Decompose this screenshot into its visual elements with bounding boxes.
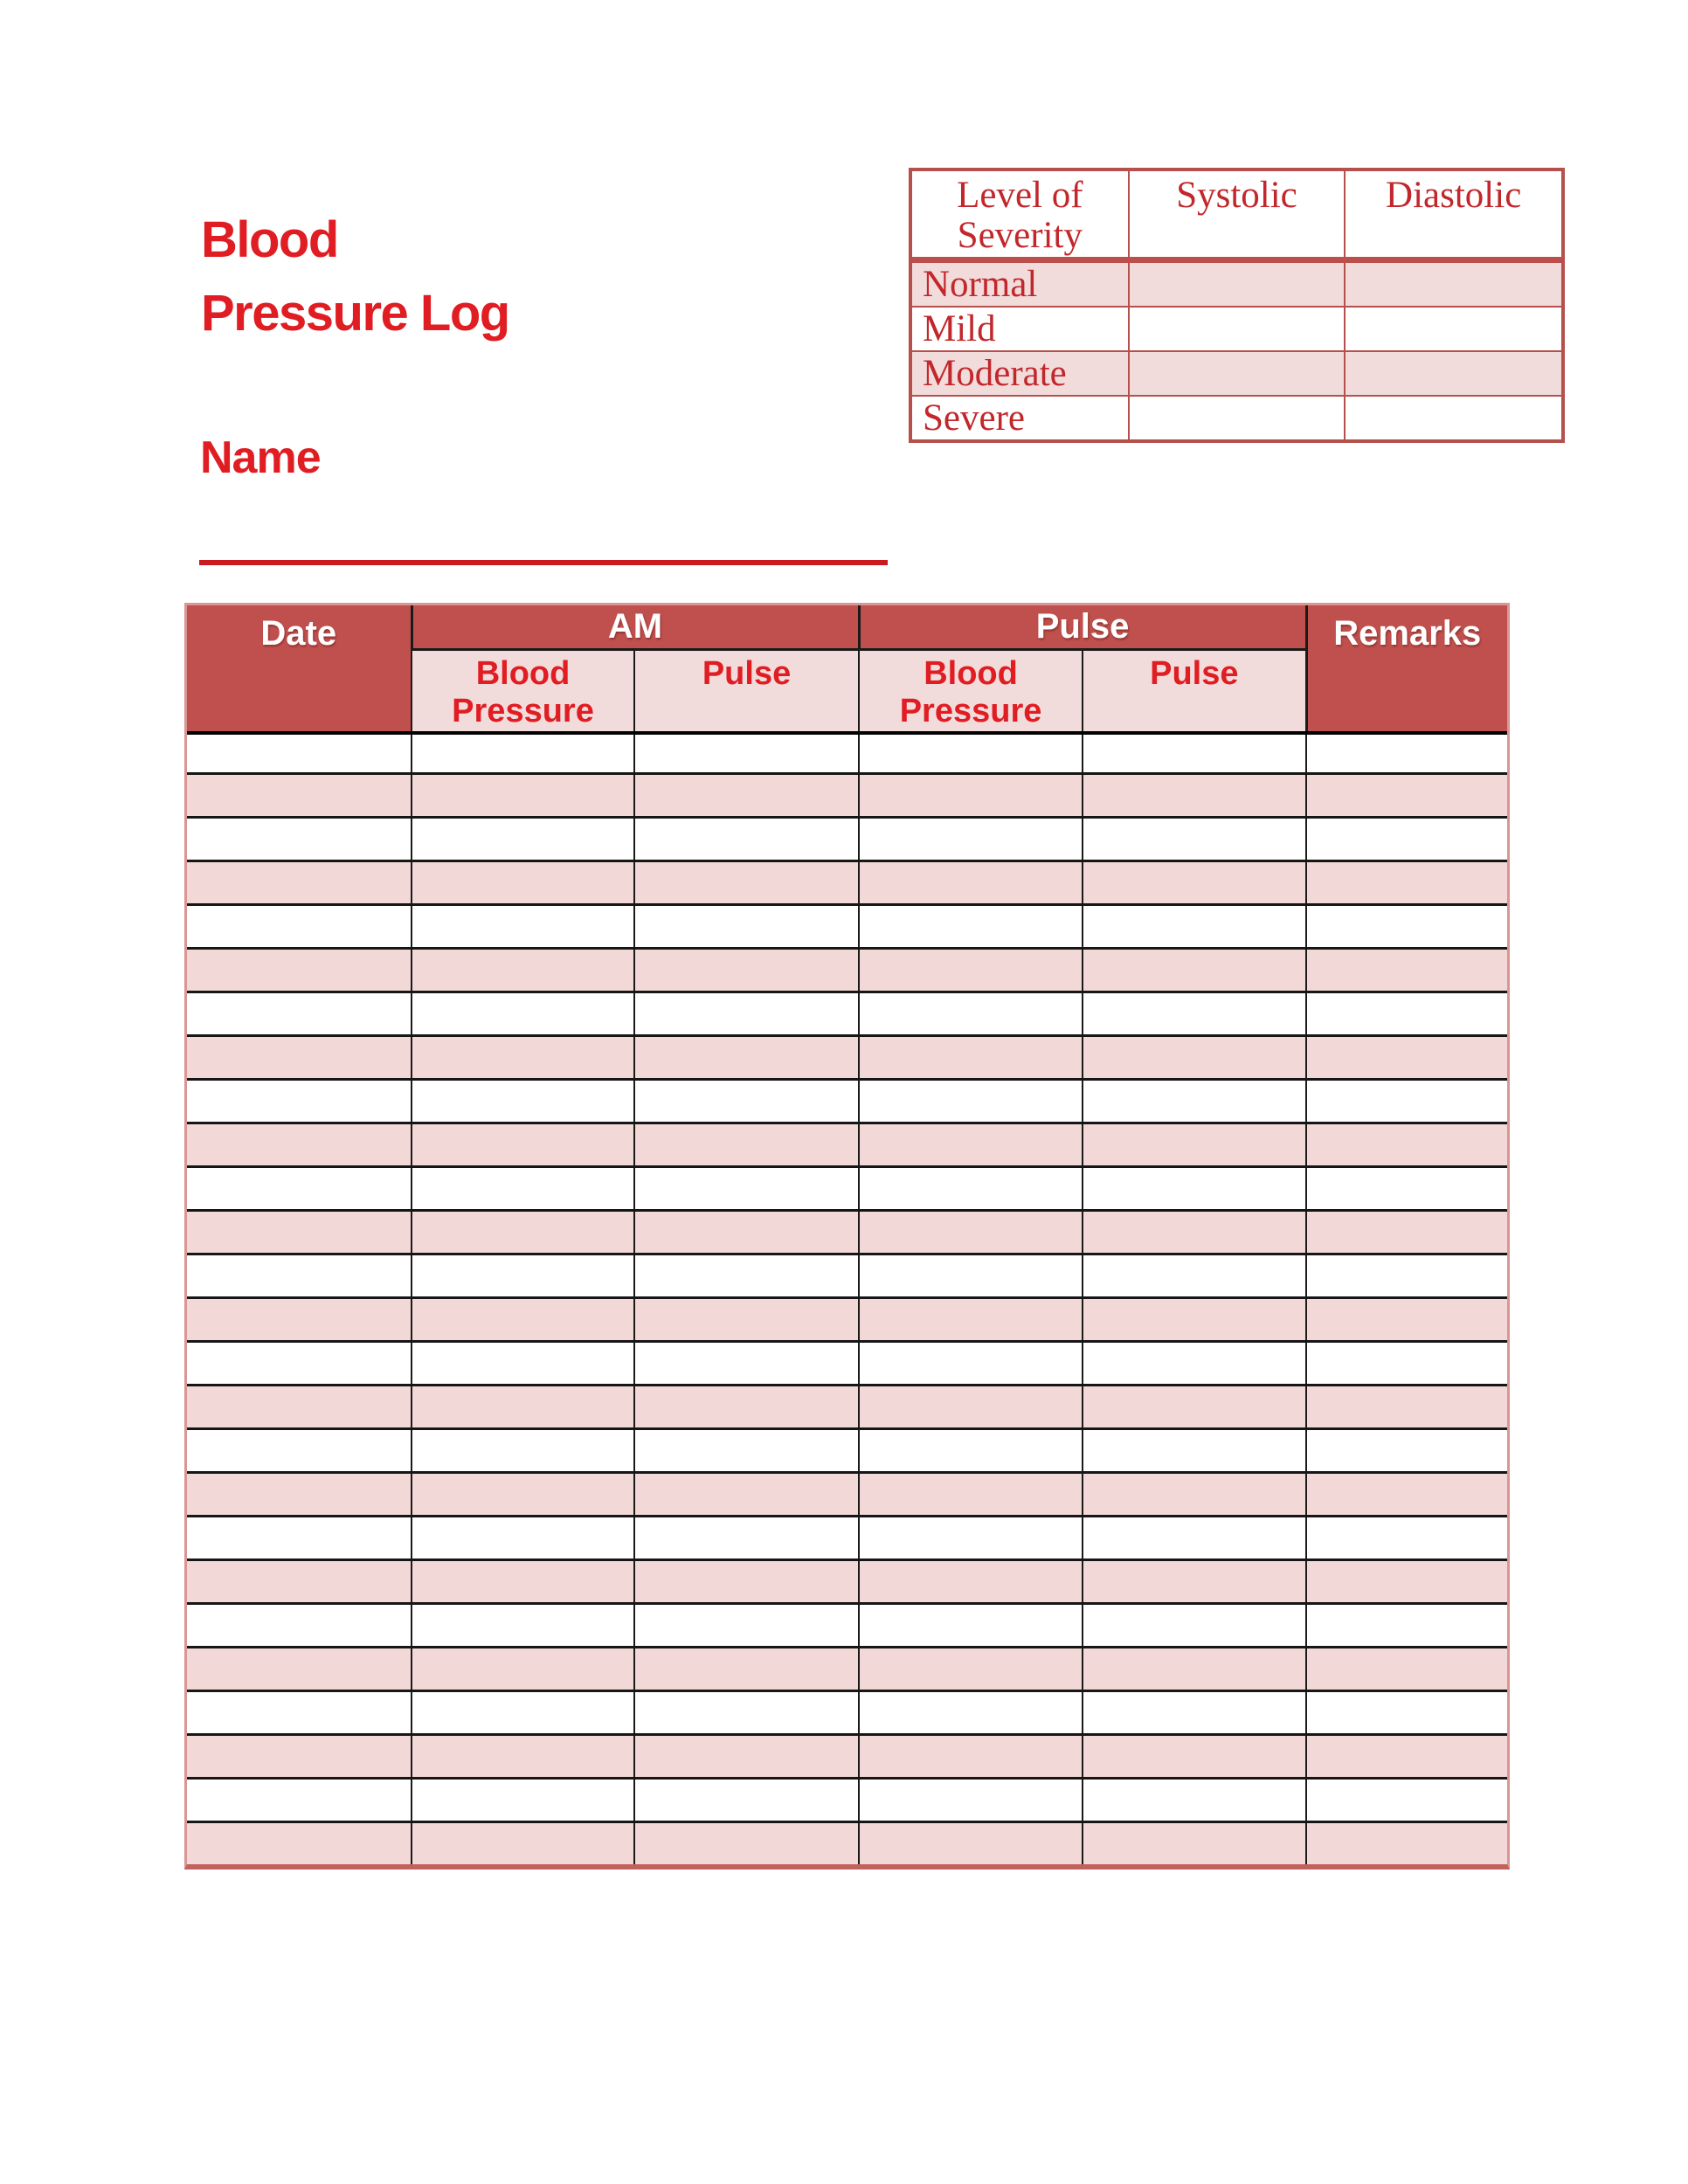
log-am-pulse-cell[interactable] <box>634 1298 859 1342</box>
log-am-bp-cell[interactable] <box>412 1080 634 1123</box>
log-pm-pulse-cell[interactable] <box>1083 774 1306 818</box>
log-pm-bp-cell[interactable] <box>859 774 1083 818</box>
page-title <box>201 204 509 350</box>
log-date-cell[interactable] <box>187 905 412 949</box>
log-pm-bp-cell[interactable] <box>859 1822 1083 1865</box>
log-row <box>187 1123 1507 1167</box>
log-row <box>187 861 1507 905</box>
log-remarks-cell[interactable] <box>1306 1123 1507 1167</box>
log-remarks-cell[interactable] <box>1306 1691 1507 1735</box>
severity-row <box>912 351 1561 396</box>
log-date-cell[interactable] <box>187 1123 412 1167</box>
severity-diastolic-cell[interactable] <box>1345 351 1561 396</box>
log-remarks-cell[interactable] <box>1306 861 1507 905</box>
log-pm-pulse-cell[interactable] <box>1083 1254 1306 1298</box>
severity-header-row <box>912 171 1561 260</box>
log-pm-bp-cell[interactable] <box>859 1648 1083 1691</box>
severity-systolic-cell[interactable] <box>1129 396 1346 439</box>
log-remarks-cell[interactable] <box>1306 1473 1507 1517</box>
log-pm-pulse-cell[interactable] <box>1083 1386 1306 1429</box>
log-pm-bp-cell[interactable] <box>859 1429 1083 1473</box>
log-am-pulse-cell[interactable] <box>634 1211 859 1254</box>
log-am-pulse-cell[interactable] <box>634 818 859 861</box>
log-remarks-cell[interactable] <box>1306 1604 1507 1648</box>
log-pm-bp-cell[interactable] <box>859 1254 1083 1298</box>
log-remarks-cell[interactable] <box>1306 1254 1507 1298</box>
log-subheader-am-pulse: Pulse <box>634 650 859 734</box>
log-am-bp-cell[interactable] <box>412 1036 634 1080</box>
log-row <box>187 905 1507 949</box>
log-row <box>187 1735 1507 1779</box>
log-am-pulse-cell[interactable] <box>634 1342 859 1386</box>
log-pm-pulse-cell[interactable] <box>1083 1123 1306 1167</box>
log-am-pulse-cell[interactable] <box>634 1822 859 1865</box>
log-row <box>187 1560 1507 1604</box>
log-am-bp-cell[interactable] <box>412 1560 634 1604</box>
log-pm-pulse-cell[interactable] <box>1083 1080 1306 1123</box>
log-subheader-am-bp: Blood Pressure <box>412 650 634 734</box>
log-am-pulse-cell[interactable] <box>634 1735 859 1779</box>
log-remarks-cell[interactable] <box>1306 1517 1507 1560</box>
log-am-pulse-cell[interactable] <box>634 1254 859 1298</box>
log-date-cell[interactable] <box>187 1604 412 1648</box>
log-row <box>187 1167 1507 1211</box>
log-remarks-cell[interactable] <box>1306 1167 1507 1211</box>
log-row <box>187 1342 1507 1386</box>
log-pm-pulse-cell[interactable] <box>1083 1036 1306 1080</box>
log-am-pulse-cell[interactable] <box>634 1473 859 1517</box>
log-header-date: Date <box>187 605 412 733</box>
log-pm-pulse-cell[interactable] <box>1083 861 1306 905</box>
log-date-cell[interactable] <box>187 1254 412 1298</box>
log-pm-pulse-cell[interactable] <box>1083 992 1306 1036</box>
log-pm-pulse-cell[interactable] <box>1083 949 1306 992</box>
log-am-bp-cell[interactable] <box>412 1779 634 1822</box>
log-am-pulse-cell[interactable] <box>634 1779 859 1822</box>
log-remarks-cell[interactable] <box>1306 1735 1507 1779</box>
log-row <box>187 949 1507 992</box>
severity-systolic-cell[interactable] <box>1129 351 1346 396</box>
log-row <box>187 774 1507 818</box>
log-pm-pulse-cell[interactable] <box>1083 1167 1306 1211</box>
log-am-pulse-cell[interactable] <box>634 1386 859 1429</box>
severity-header-diastolic: Diastolic <box>1345 171 1561 260</box>
log-remarks-cell[interactable] <box>1306 733 1507 774</box>
severity-level-label: Severe <box>912 396 1129 439</box>
severity-row <box>912 396 1561 439</box>
log-pm-pulse-cell[interactable] <box>1083 1342 1306 1386</box>
log-row <box>187 1822 1507 1865</box>
log-date-cell[interactable] <box>187 1298 412 1342</box>
log-am-pulse-cell[interactable] <box>634 1560 859 1604</box>
log-date-cell[interactable] <box>187 992 412 1036</box>
log-pm-pulse-cell[interactable] <box>1083 1429 1306 1473</box>
log-pm-bp-cell[interactable] <box>859 818 1083 861</box>
log-pm-pulse-cell[interactable] <box>1083 1298 1306 1342</box>
log-date-cell[interactable] <box>187 774 412 818</box>
log-pm-pulse-cell[interactable] <box>1083 1211 1306 1254</box>
log-pm-bp-cell[interactable] <box>859 1691 1083 1735</box>
log-subheader-pm-bp: Blood Pressure <box>859 650 1083 734</box>
log-pm-bp-cell[interactable] <box>859 733 1083 774</box>
log-remarks-cell[interactable] <box>1306 1298 1507 1342</box>
log-row <box>187 1080 1507 1123</box>
log-pm-bp-cell[interactable] <box>859 1517 1083 1560</box>
log-remarks-cell[interactable] <box>1306 1648 1507 1691</box>
log-pm-pulse-cell[interactable] <box>1083 1735 1306 1779</box>
log-row <box>187 733 1507 774</box>
log-remarks-cell[interactable] <box>1306 992 1507 1036</box>
log-remarks-cell[interactable] <box>1306 1779 1507 1822</box>
log-date-cell[interactable] <box>187 949 412 992</box>
log-am-bp-cell[interactable] <box>412 1473 634 1517</box>
log-remarks-cell[interactable] <box>1306 1822 1507 1865</box>
log-am-bp-cell[interactable] <box>412 949 634 992</box>
log-date-cell[interactable] <box>187 1167 412 1211</box>
log-am-bp-cell[interactable] <box>412 1254 634 1298</box>
log-pm-bp-cell[interactable] <box>859 1211 1083 1254</box>
log-am-bp-cell[interactable] <box>412 818 634 861</box>
log-am-bp-cell[interactable] <box>412 733 634 774</box>
severity-diastolic-cell[interactable] <box>1345 260 1561 308</box>
log-subheader-pm-pulse: Pulse <box>1083 650 1306 734</box>
log-date-cell[interactable] <box>187 1386 412 1429</box>
log-remarks-cell[interactable] <box>1306 1560 1507 1604</box>
log-am-bp-cell[interactable] <box>412 1386 634 1429</box>
log-am-pulse-cell[interactable] <box>634 1080 859 1123</box>
log-row <box>187 1779 1507 1822</box>
severity-diastolic-cell[interactable] <box>1345 396 1561 439</box>
log-am-bp-cell[interactable] <box>412 1123 634 1167</box>
log-date-cell[interactable] <box>187 733 412 774</box>
log-row <box>187 1691 1507 1735</box>
log-remarks-cell[interactable] <box>1306 818 1507 861</box>
log-remarks-cell[interactable] <box>1306 1342 1507 1386</box>
log-am-pulse-cell[interactable] <box>634 1691 859 1735</box>
log-row <box>187 1648 1507 1691</box>
log-pm-bp-cell[interactable] <box>859 861 1083 905</box>
log-row <box>187 1254 1507 1298</box>
log-am-bp-cell[interactable] <box>412 774 634 818</box>
log-remarks-cell[interactable] <box>1306 1080 1507 1123</box>
log-pm-bp-cell[interactable] <box>859 1386 1083 1429</box>
log-pm-pulse-cell[interactable] <box>1083 818 1306 861</box>
log-remarks-cell[interactable] <box>1306 774 1507 818</box>
log-row <box>187 818 1507 861</box>
severity-row <box>912 307 1561 351</box>
log-pm-pulse-cell[interactable] <box>1083 1604 1306 1648</box>
name-label: Name <box>200 432 321 483</box>
log-am-pulse-cell[interactable] <box>634 905 859 949</box>
log-am-bp-cell[interactable] <box>412 1691 634 1735</box>
log-am-bp-cell[interactable] <box>412 1604 634 1648</box>
log-am-bp-cell[interactable] <box>412 1167 634 1211</box>
log-am-bp-cell[interactable] <box>412 905 634 949</box>
log-pm-bp-cell[interactable] <box>859 1298 1083 1342</box>
log-pm-bp-cell[interactable] <box>859 992 1083 1036</box>
name-fill-line[interactable] <box>199 560 888 565</box>
log-pm-pulse-cell[interactable] <box>1083 1691 1306 1735</box>
log-header-remarks: Remarks <box>1306 605 1507 733</box>
severity-systolic-cell[interactable] <box>1129 307 1346 351</box>
log-pm-pulse-cell[interactable] <box>1083 1779 1306 1822</box>
log-am-bp-cell[interactable] <box>412 1298 634 1342</box>
log-row <box>187 1298 1507 1342</box>
log-date-cell[interactable] <box>187 1473 412 1517</box>
log-row <box>187 1517 1507 1560</box>
log-remarks-cell[interactable] <box>1306 1036 1507 1080</box>
log-am-bp-cell[interactable] <box>412 1429 634 1473</box>
log-date-cell[interactable] <box>187 1036 412 1080</box>
log-row <box>187 1211 1507 1254</box>
log-pm-bp-cell[interactable] <box>859 1167 1083 1211</box>
title-line-1: Blood <box>201 211 338 268</box>
log-date-cell[interactable] <box>187 1211 412 1254</box>
log-am-bp-cell[interactable] <box>412 992 634 1036</box>
log-pm-bp-cell[interactable] <box>859 1473 1083 1517</box>
severity-header-level: Level of Severity <box>912 171 1129 260</box>
log-group-header-row <box>187 605 1507 650</box>
log-am-bp-cell[interactable] <box>412 1648 634 1691</box>
log-pm-bp-cell[interactable] <box>859 1779 1083 1822</box>
log-date-cell[interactable] <box>187 1648 412 1691</box>
log-pm-bp-cell[interactable] <box>859 1735 1083 1779</box>
log-date-cell[interactable] <box>187 861 412 905</box>
log-date-cell[interactable] <box>187 818 412 861</box>
log-am-pulse-cell[interactable] <box>634 1429 859 1473</box>
title-line-2: Pressure Log <box>201 285 509 342</box>
log-pm-pulse-cell[interactable] <box>1083 1822 1306 1865</box>
log-date-cell[interactable] <box>187 1517 412 1560</box>
log-remarks-cell[interactable] <box>1306 1429 1507 1473</box>
log-pm-pulse-cell[interactable] <box>1083 733 1306 774</box>
log-pm-pulse-cell[interactable] <box>1083 1560 1306 1604</box>
log-pm-bp-cell[interactable] <box>859 1560 1083 1604</box>
log-am-pulse-cell[interactable] <box>634 1167 859 1211</box>
log-remarks-cell[interactable] <box>1306 1386 1507 1429</box>
log-am-pulse-cell[interactable] <box>634 992 859 1036</box>
log-pm-pulse-cell[interactable] <box>1083 905 1306 949</box>
log-am-bp-cell[interactable] <box>412 1517 634 1560</box>
log-am-pulse-cell[interactable] <box>634 1123 859 1167</box>
log-am-pulse-cell[interactable] <box>634 861 859 905</box>
log-am-pulse-cell[interactable] <box>634 1517 859 1560</box>
log-am-pulse-cell[interactable] <box>634 774 859 818</box>
log-am-pulse-cell[interactable] <box>634 1648 859 1691</box>
log-remarks-cell[interactable] <box>1306 1211 1507 1254</box>
log-date-cell[interactable] <box>187 1779 412 1822</box>
log-row <box>187 1429 1507 1473</box>
severity-diastolic-cell[interactable] <box>1345 307 1561 351</box>
log-pm-pulse-cell[interactable] <box>1083 1473 1306 1517</box>
severity-header-systolic: Systolic <box>1129 171 1346 260</box>
severity-level-label: Mild <box>912 307 1129 351</box>
log-pm-bp-cell[interactable] <box>859 949 1083 992</box>
log-date-cell[interactable] <box>187 1735 412 1779</box>
log-am-pulse-cell[interactable] <box>634 1036 859 1080</box>
log-remarks-cell[interactable] <box>1306 905 1507 949</box>
log-date-cell[interactable] <box>187 1342 412 1386</box>
log-row <box>187 1386 1507 1429</box>
log-pm-bp-cell[interactable] <box>859 1036 1083 1080</box>
bp-log-table <box>184 603 1510 1870</box>
log-am-bp-cell[interactable] <box>412 1342 634 1386</box>
log-pm-pulse-cell[interactable] <box>1083 1517 1306 1560</box>
log-date-cell[interactable] <box>187 1691 412 1735</box>
log-am-bp-cell[interactable] <box>412 1822 634 1865</box>
log-row <box>187 1473 1507 1517</box>
log-am-bp-cell[interactable] <box>412 1211 634 1254</box>
log-date-cell[interactable] <box>187 1080 412 1123</box>
severity-level-label: Moderate <box>912 351 1129 396</box>
severity-reference-table <box>909 168 1565 443</box>
log-pm-bp-cell[interactable] <box>859 1604 1083 1648</box>
log-remarks-cell[interactable] <box>1306 949 1507 992</box>
log-date-cell[interactable] <box>187 1822 412 1865</box>
log-am-pulse-cell[interactable] <box>634 1604 859 1648</box>
log-row <box>187 1036 1507 1080</box>
log-header-am-group: AM <box>412 605 859 650</box>
severity-level-label: Normal <box>912 260 1129 308</box>
log-date-cell[interactable] <box>187 1560 412 1604</box>
log-row <box>187 992 1507 1036</box>
log-row <box>187 1604 1507 1648</box>
log-pm-bp-cell[interactable] <box>859 1342 1083 1386</box>
log-am-bp-cell[interactable] <box>412 1735 634 1779</box>
log-pm-bp-cell[interactable] <box>859 1123 1083 1167</box>
log-am-pulse-cell[interactable] <box>634 733 859 774</box>
log-header-pm-group: Pulse <box>859 605 1306 650</box>
log-am-bp-cell[interactable] <box>412 861 634 905</box>
log-pm-pulse-cell[interactable] <box>1083 1648 1306 1691</box>
log-am-pulse-cell[interactable] <box>634 949 859 992</box>
log-pm-bp-cell[interactable] <box>859 1080 1083 1123</box>
log-date-cell[interactable] <box>187 1429 412 1473</box>
log-pm-bp-cell[interactable] <box>859 905 1083 949</box>
severity-row <box>912 260 1561 308</box>
severity-systolic-cell[interactable] <box>1129 260 1346 308</box>
